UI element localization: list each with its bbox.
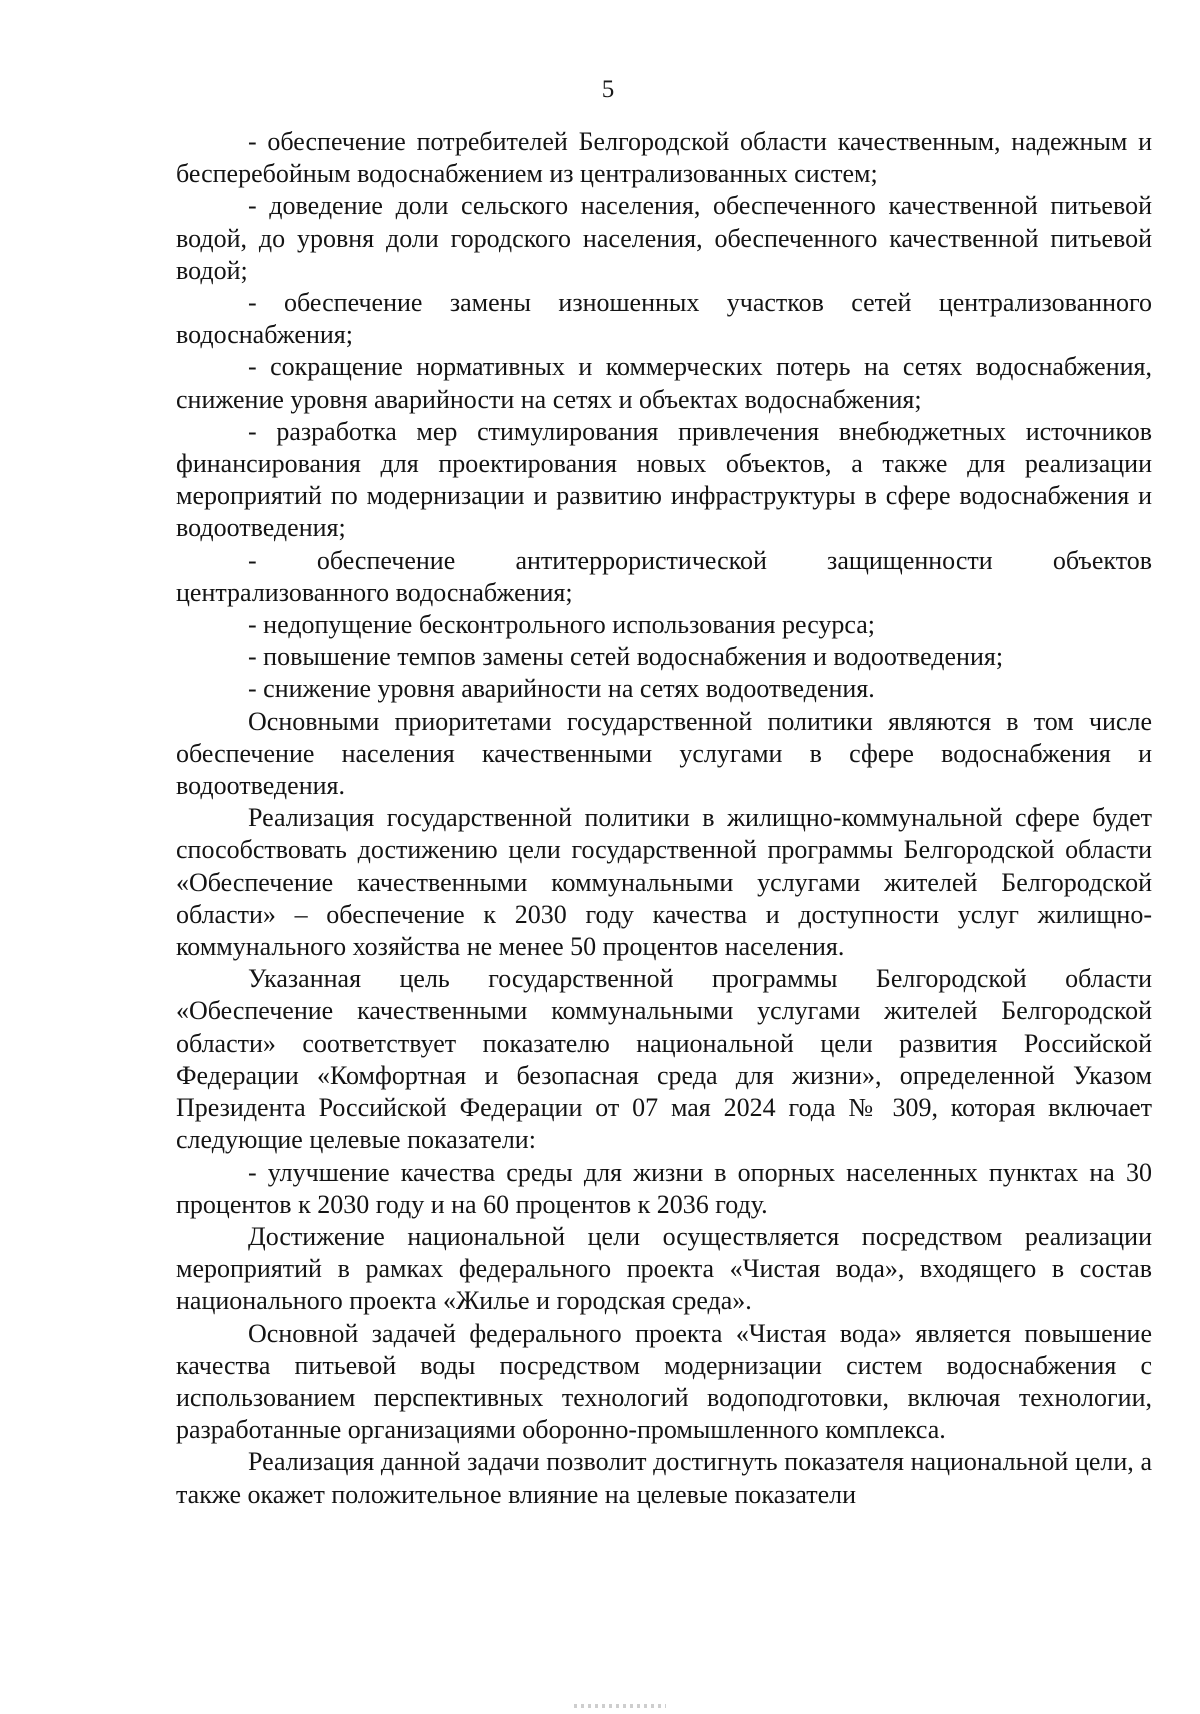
page-number: 5 xyxy=(601,76,615,103)
scan-artifact xyxy=(574,1704,666,1708)
paragraph: Основными приоритетами государственной политики являются в том числе обеспечение населения качественными услугами в сфере водоснабжения и водоотведения. xyxy=(176,706,1152,801)
paragraph: Указанная цель государственной программы Белгородской области «Обеспечение качественными коммунальными услугами жителей Белгородской области» соответствует показателю национальной цели развития Российской Федерации «Комфортная и безопасная среда для жизни», определенной Указом Президента Российской Федерации от 07 мая 2024 года № 309, которая включает следующие целевые показатели: xyxy=(176,964,1152,1155)
paragraph: - улучшение качества среды для жизни в опорных населенных пунктах на 30 процентов к 2030 году и на 60 процентов к 2036 году. xyxy=(176,1157,1152,1219)
paragraph: - доведение доли сельского населения, обеспеченного качественной питьевой водой, до уровня доли городского населения, обеспеченного качественной питьевой водой; xyxy=(176,191,1152,285)
paragraph: Основной задачей федерального проекта «Чистая вода» является повышение качества питьевой воды посредством модернизации систем водоснабжения с использованием перспективных технологий водоподготовки, включая технологии, разработанные организациями оборонно-промышленного комплекса. xyxy=(176,1318,1152,1445)
paragraph: Реализация государственной политики в жилищно-коммунальной сфере будет способствовать достижению цели государственной программы Белгородской области «Обеспечение качественными коммунальными услугами жителей Белгородской области» – обеспечение к 2030 году качества и доступности услуг жилищно-коммунального хозяйства не менее 50 процентов населения. xyxy=(176,803,1152,962)
paragraph: - снижение уровня аварийности на сетях водоотведения. xyxy=(248,674,875,704)
paragraph: Реализация данной задачи позволит достигнуть показателя национальной цели, а также окажет положительное влияние на целевые показатели xyxy=(176,1447,1152,1509)
paragraph: Достижение национальной цели осуществляется посредством реализации мероприятий в рамках федерального проекта «Чистая вода», входящего в состав национального проекта «Жилье и городская среда». xyxy=(176,1221,1152,1316)
paragraph: - сокращение нормативных и коммерческих потерь на сетях водоснабжения, снижение уровня аварийности на сетях и объектах водоснабжения; xyxy=(176,352,1152,414)
document-body xyxy=(176,126,1152,1511)
paragraph: - разработка мер стимулирования привлечения внебюджетных источников финансирования для проектирования новых объектов, а также для реализации мероприятий по модернизации и развитию инфраструктуры в сфере водоснабжения и водоотведения; xyxy=(176,416,1152,543)
paragraph: - обеспечение замены изношенных участков сетей централизованного водоснабжения; xyxy=(176,288,1152,350)
paragraph: - обеспечение потребителей Белгородской области качественным, надежным и бесперебойным водоснабжением из централизованных систем; xyxy=(176,127,1152,189)
paragraph: - повышение темпов замены сетей водоснабжения и водоотведения; xyxy=(248,642,1004,672)
paragraph: - обеспечение антитеррористической защищенности объектов централизованного водоснабжения; xyxy=(176,545,1152,607)
paragraph: - недопущение бесконтрольного использования ресурса; xyxy=(248,610,876,640)
